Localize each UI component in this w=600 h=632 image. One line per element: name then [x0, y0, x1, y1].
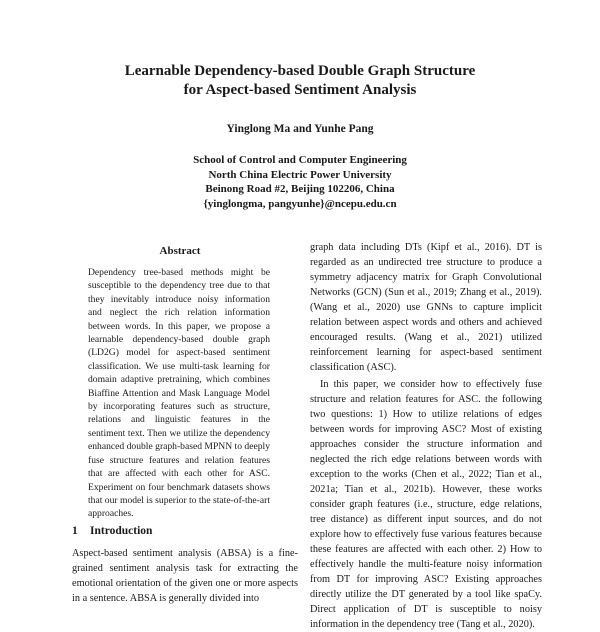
- affiliation-line: North China Electric Power University: [208, 168, 392, 181]
- body-paragraph: graph data including DTs (Kipf et al., 2016). DT is regarded as an undirected tree structure to produce a symmetry adjacency matrix for Graph Convolutional Networks (GCN) (Sun et al., 2019; Zhang et al., 2019). (Wang et al., 2020) use GNNs to capture implicit relation between aspect words and others and achieved encouraged results. (Wang et al., 2021) utilized reinforcement learning for aspect-based sentiment classification (ASC).: [310, 242, 542, 373]
- paper-title-line-1: Learnable Dependency-based Double Graph Structure: [124, 63, 476, 79]
- intro-paragraph: Aspect-based sentiment analysis (ABSA) is a fine-grained sentiment analysis task for extracting the emotional orientation of the given one or more aspects in a sentence. ABSA is generally divided into: [72, 548, 298, 604]
- body-paragraph: In this paper, we consider how to effectively fuse structure and relation features for ASC. the following two questions: 1) How to utilize relations of edges between words for improving ASC? Most of existing approaches consider the structure information and neglected the rich edge relations between words with exception to the works (Chen et al., 2022; Tian et al., 2021a; Tian et al., 2021b). However, these works consider graph features (i.e., structure, edge relations, tree distance) as different input sources, and do not explore how to effectively fuse various features because these features are affected with each other. 2) How to effectively handle the multi-feature noisy information from DT for improving ASC? Existing approaches directly utilize the DT generated by a tool like spaCy. Direct application of DT is susceptible to noisy information in the dependency tree (Tang et al., 2020).: [310, 379, 542, 630]
- right-column: [310, 240, 542, 632]
- section-title: Introduction: [90, 525, 153, 537]
- section-number: 1: [72, 525, 78, 537]
- affiliation-line: School of Control and Computer Engineering: [193, 154, 407, 166]
- paper-title-line-2: for Aspect-based Sentiment Analysis: [183, 82, 417, 98]
- abstract-heading: Abstract: [159, 245, 201, 257]
- paper-title: [0, 62, 600, 100]
- author-emails: {yinglongma, pangyunhe}@ncepu.edu.cn: [203, 197, 397, 210]
- affiliation-line: Beinong Road #2, Beijing 102206, China: [205, 183, 395, 195]
- author-list: Yinglong Ma and Yunhe Pang: [226, 123, 374, 135]
- abstract-text: Dependency tree-based methods might be susceptible to the dependency tree due to that they inevitably introduce noisy information and neglect the rich relation information between words. In this paper, we propose a learnable dependency-based double graph (LD2G) model for aspect-based sentiment classification. We use multi-task learning for domain adaptive pretraining, which combines Biaffine Attention and Mask Language Model by incorporating features such as structure, relations and linguistic features in the sentiment text. Then we utilize the dependency enhanced double graph-based MPNN to deeply fuse structure features and relation features that are affected with each other for ASC. Experiment on four benchmark datasets shows that our model is superior to the state-of-the-art approaches.: [88, 267, 270, 520]
- affiliation-block: [0, 153, 600, 211]
- section-heading: [72, 525, 152, 537]
